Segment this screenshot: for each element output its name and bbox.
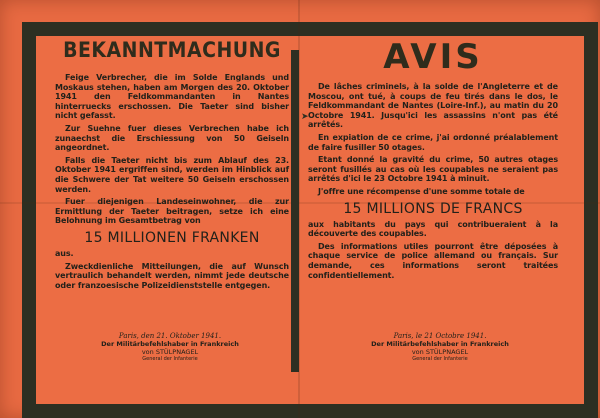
french-paragraph-2: En expiation de ce crime, j'ai ordonné préalablement de faire fusiller 50 otages. [308, 132, 558, 152]
french-date: Paris, le 21 Octobre 1941. [393, 332, 487, 340]
german-paragraph-3: Falls die Taeter nicht bis zum Ablauf des 23. Oktober 1941 ergriffen sind, werden im Hinblick auf die Schwere der Tat weitere 50 Geiseln erschossen werden. [55, 155, 289, 194]
french-paragraph-3: Etant donné la gravité du crime, 50 autres otages seront fusillés au cas où les coupables ne seraient pas arrêtés d'ici le 23 Octobre 1941 à minuit. [308, 155, 558, 184]
french-signature-block [340, 332, 540, 362]
french-paragraph-5: aux habitants du pays qui contribueraient à la découverte des coupables. [308, 219, 558, 239]
german-after-reward: aus. [55, 248, 74, 258]
german-paragraph-1: Feige Verbrecher, die im Solde Englands und Moskaus stehen, haben am Morgen des 20. Oktober 1941 den Feldkommandanten in Nantes hinterruecks erschossen. Die Taeter sind bisher nicht gefasst. [55, 73, 289, 121]
french-signatory: von STÜLPNAGEL [411, 348, 469, 356]
french-rank: General der Infanterie [412, 356, 468, 362]
french-paragraph-1: De lâches criminels, à la solde de l'Angleterre et de Moscou, ont tué, à coups de feu tirés dans le dos, le Feldkommandant de Nantes (Loire-Inf.), au matin du 20 Octobre 1941. Jusqu'ici les assassins n'ont pas été arrêtés. [308, 82, 558, 130]
german-column [55, 40, 289, 293]
column-divider [291, 50, 299, 372]
french-column [308, 37, 558, 283]
french-authority: Der Militärbefehlshaber in Frankreich [371, 340, 509, 348]
french-paragraph-4: J'offre une récompense d'une somme totale de [318, 186, 525, 196]
arrow-mark-icon: ➤ [301, 112, 309, 122]
german-authority: Der Militärbefehlshaber in Frankreich [101, 340, 239, 348]
german-rank: General der Infanterie [142, 356, 198, 362]
german-signatory: von STÜLPNAGEL [141, 348, 199, 356]
french-title: AVIS [383, 37, 483, 77]
german-paragraph-5: Zweckdienliche Mitteilungen, die auf Wunsch vertraulich behandelt werden, nimmt jede deutsche oder franzoesische Polizeidienststelle entgegen. [55, 261, 289, 290]
french-paragraph-6: Des informations utiles pourront être déposées à chaque service de police allemand ou français. Sur demande, ces informations seront traitées confidentiellement. [308, 241, 558, 280]
german-reward: 15 MILLIONEN FRANKEN [84, 229, 260, 246]
german-title: BEKANNTMACHUNG [63, 38, 281, 62]
german-paragraph-2: Zur Suehne fuer dieses Verbrechen habe ich zunaechst die Erschiessung von 50 Geiseln angeordnet. [55, 123, 289, 153]
german-signature-block [70, 332, 270, 362]
german-date: Paris, den 21. Oktober 1941. [118, 332, 222, 340]
french-reward: 15 MILLIONS DE FRANCS [343, 200, 523, 217]
german-paragraph-4: Fuer diejenigen Landeseinwohner, die zur Ermittlung der Taeter beitragen, setze ich eine Belohnung im Gesamtbetrag von [55, 197, 289, 226]
